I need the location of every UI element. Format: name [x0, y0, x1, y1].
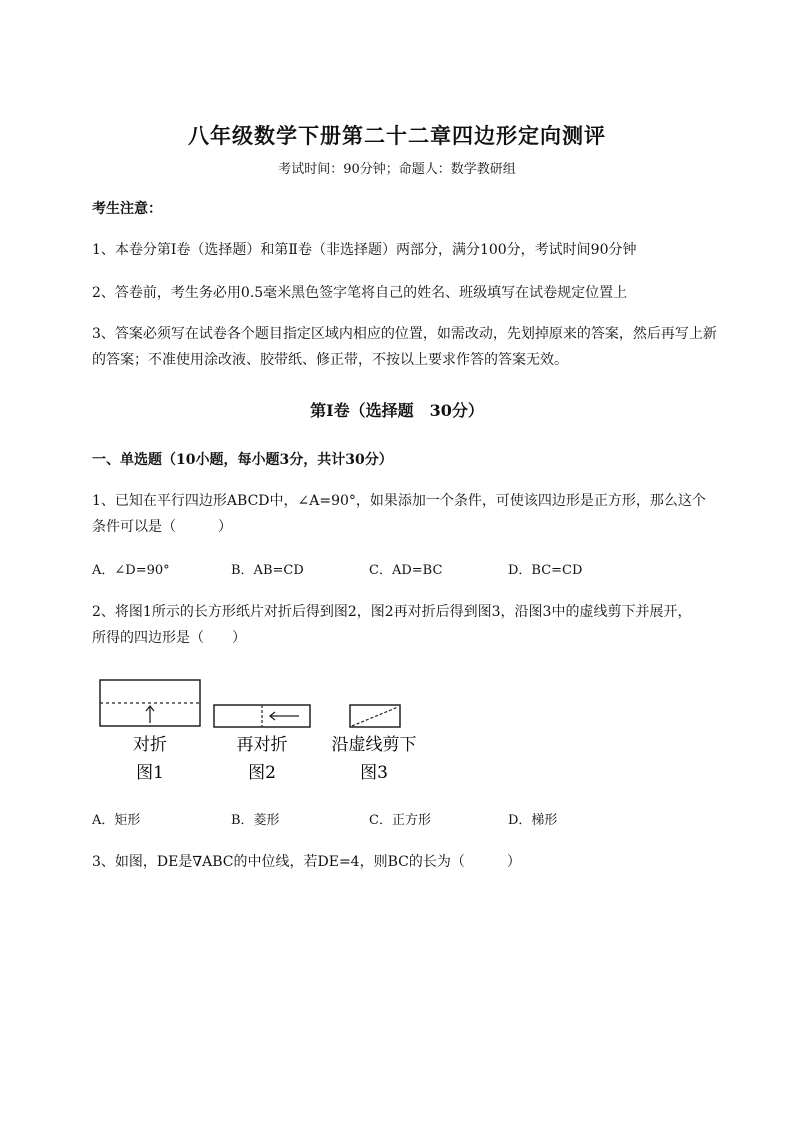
q1-option-d: D．BC=CD: [508, 563, 583, 578]
notice-item-3-cont: 的答案；不准使用涂改液、胶带纸、修正带，不按以上要求作答的答案无效。: [92, 352, 568, 368]
q2-option-c: C．正方形: [369, 813, 431, 828]
q1-text: 1、已知在平行四边形ABCD中，∠A=90°，如果添加一个条件，可使该四边形是正方形，那么这个: [92, 493, 706, 509]
figure-2-diagram: [214, 705, 310, 727]
figure-3-diagram: [350, 705, 400, 727]
exam-info: 考试时间：90分钟；命题人：数学教研组: [278, 162, 516, 177]
q3-text: 3、如图，DE是∇ABC的中位线，若DE=4，则BC的长为（ ）: [92, 854, 521, 870]
q2-text: 2、将图1所示的长方形纸片对折后得到图2，图2再对折后得到图3，沿图3中的虚线剪下并展开，: [92, 604, 692, 620]
notice-item-1: 1、本卷分第I卷（选择题）和第Ⅱ卷（非选择题）两部分，满分100分，考试时间90分钟: [92, 242, 637, 258]
figure-2-caption: 再对折: [236, 735, 288, 755]
q2-text-cont: 所得的四边形是（ ）: [92, 630, 246, 646]
q1-option-b: B．AB=CD: [231, 563, 304, 578]
q1-option-c: C．AD=BC: [369, 563, 443, 578]
q2-figure: [96, 676, 416, 786]
notice-heading: 考生注意：: [92, 201, 162, 217]
figure-3-label: 图3: [360, 763, 388, 783]
figure-1-diagram: [100, 680, 200, 726]
notice-item-3: 3、答案必须写在试卷各个题目指定区域内相应的位置，如需改动，先划掉原来的答案，然后再写上新: [92, 326, 717, 342]
q2-option-a: A．矩形: [92, 813, 141, 828]
page-title: 八年级数学下册第二十二章四边形定向测评: [188, 123, 606, 148]
q1-text-cont: 条件可以是（ ）: [92, 519, 232, 535]
notice-item-2: 2、答卷前，考生务必用0.5毫米黑色签字笔将自己的姓名、班级填写在试卷规定位置上: [92, 285, 628, 301]
section-title: 第I卷（选择题 30分）: [310, 401, 484, 420]
figure-2-label: 图2: [248, 763, 276, 783]
q2-option-b: B．菱形: [231, 813, 280, 828]
figure-1-caption: 对折: [133, 735, 167, 755]
q2-option-d: D．梯形: [508, 813, 558, 828]
q1-option-a: A．∠D=90°: [92, 563, 170, 578]
figure-1-label: 图1: [136, 763, 164, 783]
figure-3-caption: 沿虚线剪下: [331, 735, 416, 755]
part-heading: 一、单选题（10小题，每小题3分，共计30分）: [92, 452, 393, 468]
